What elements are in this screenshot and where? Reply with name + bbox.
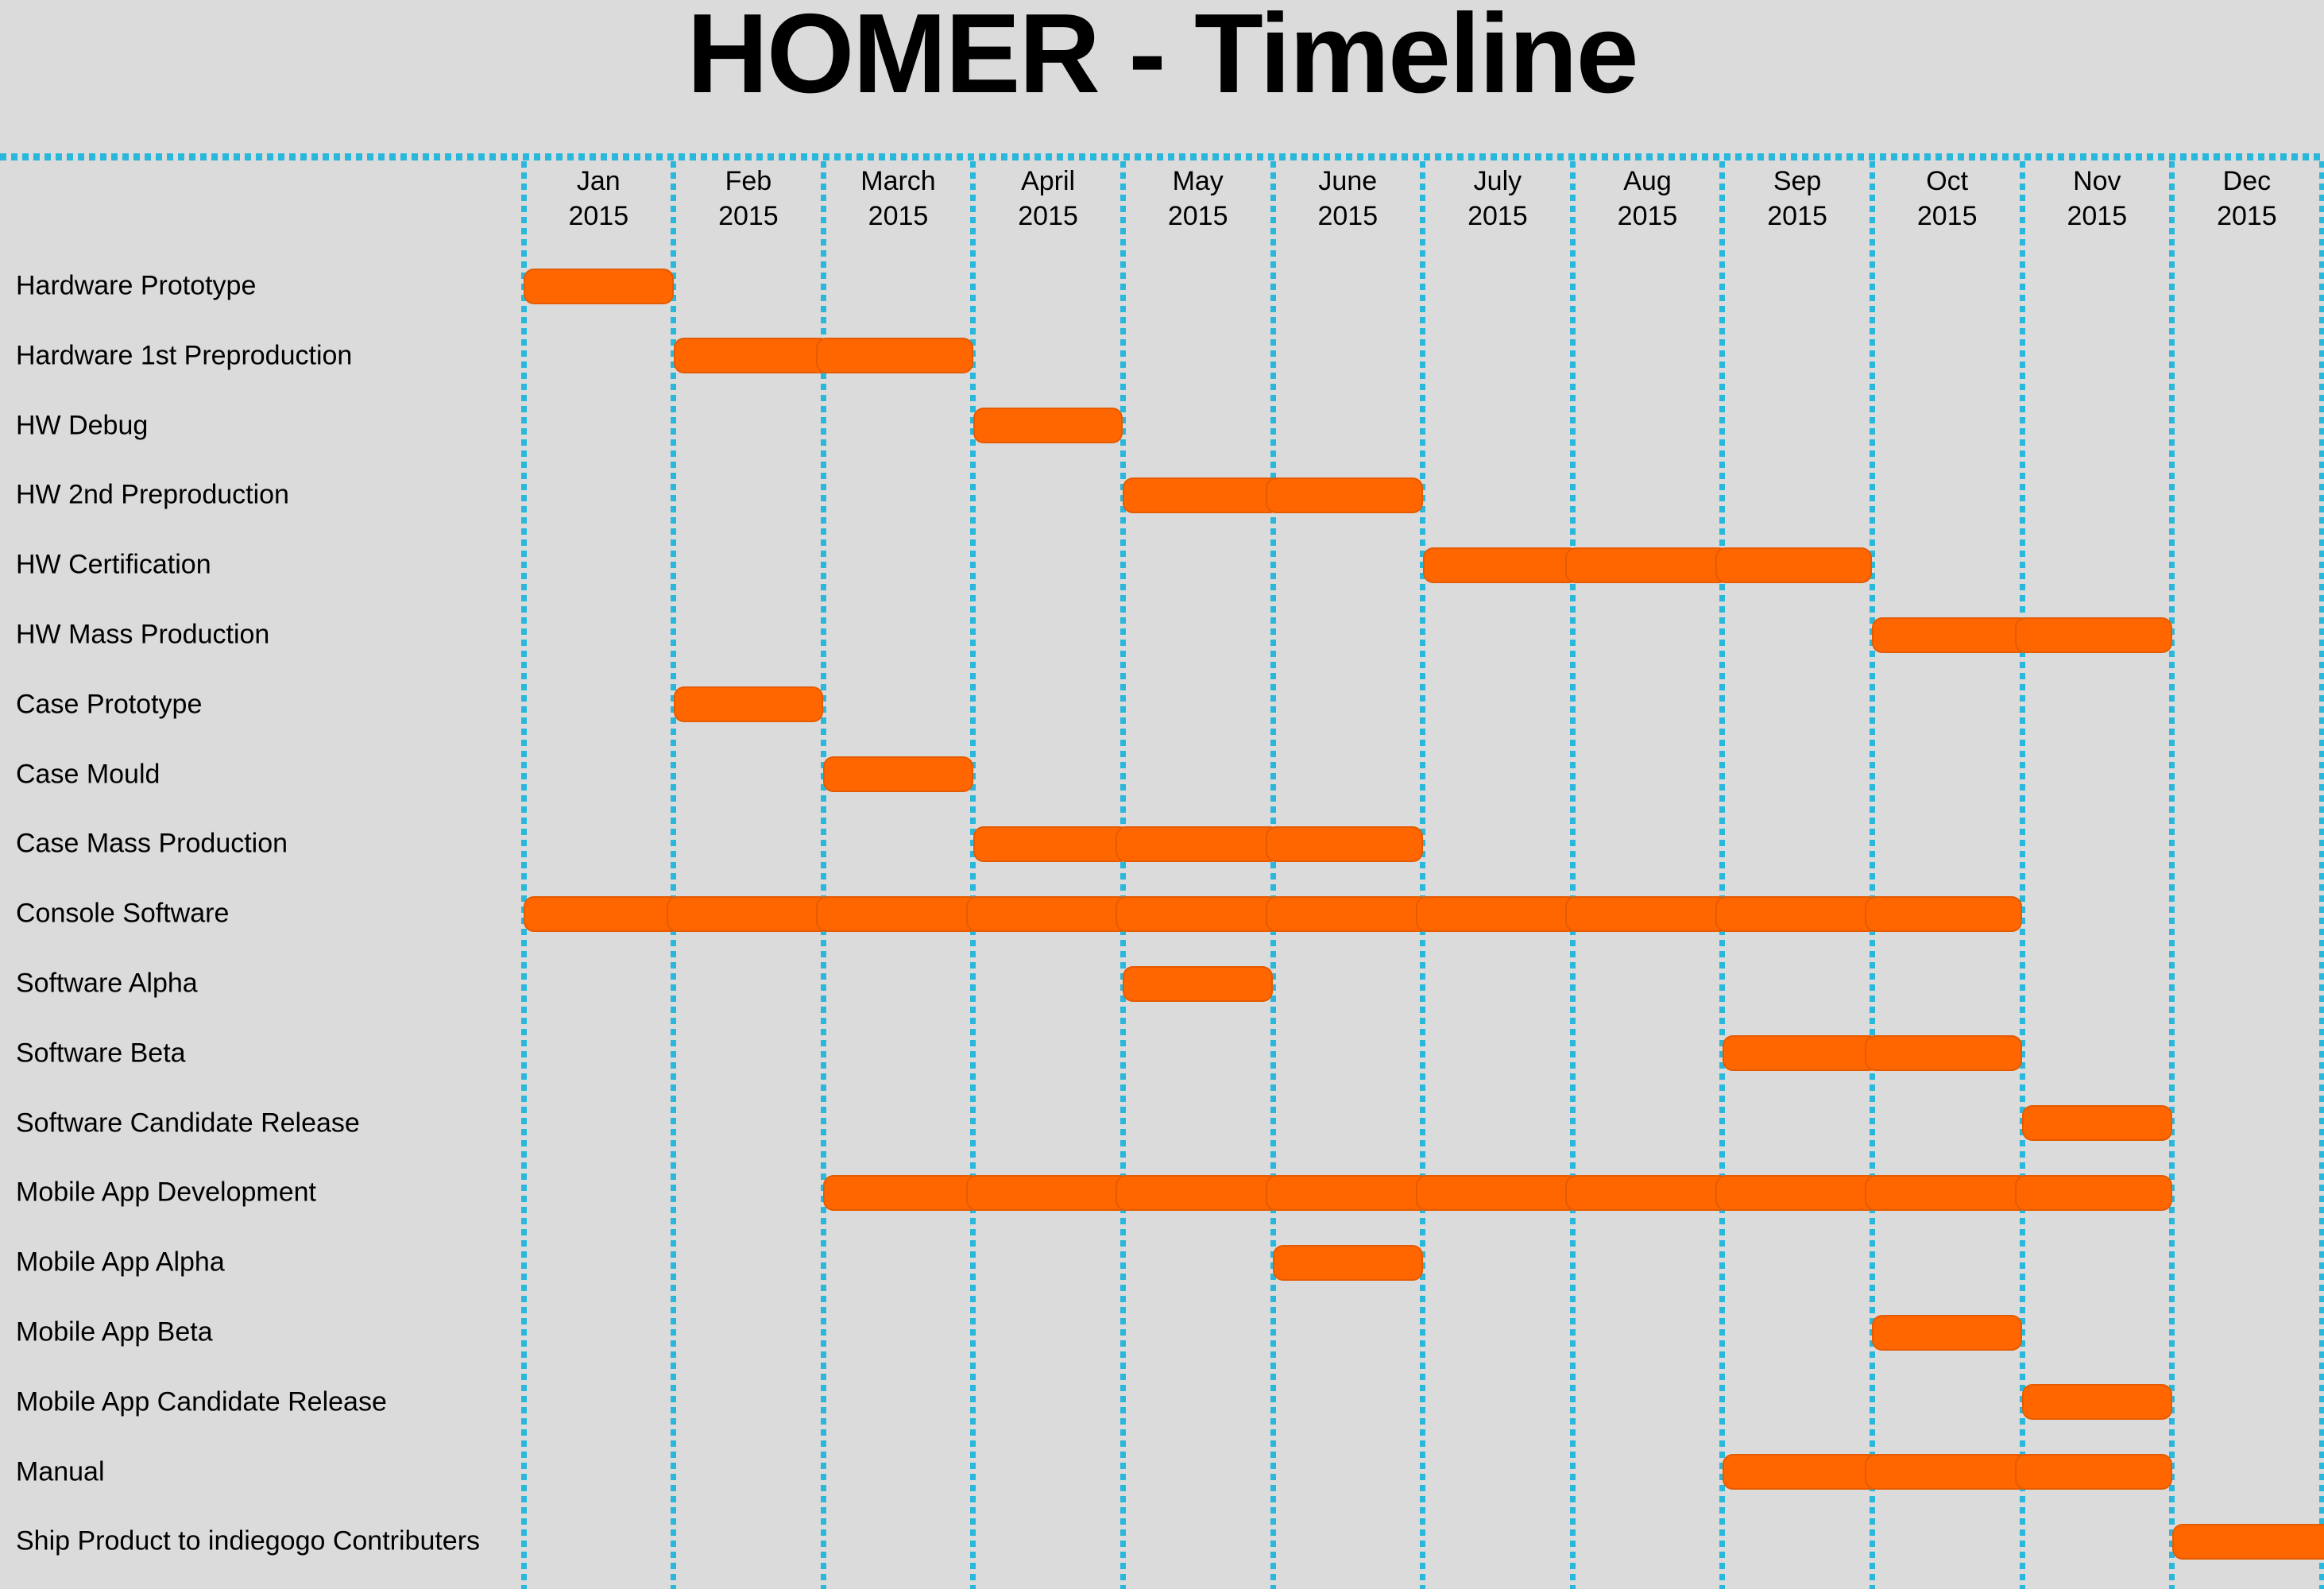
- month-gridline: [2319, 161, 2324, 1589]
- month-year: 2015: [1317, 201, 1379, 231]
- task-bar-segment: [1266, 477, 1423, 513]
- task-label: Manual: [16, 1456, 105, 1487]
- task-bar-segment: [973, 826, 1131, 862]
- task-bar-segment: [966, 896, 1131, 932]
- month-gridline: [671, 161, 676, 1589]
- task-label: Mobile App Development: [16, 1177, 317, 1208]
- task-label: Software Candidate Release: [16, 1108, 360, 1139]
- month-header: [1423, 164, 1573, 234]
- chart-title: HOMER - Timeline: [686, 0, 1638, 117]
- task-bar-segment: [1865, 1454, 2029, 1490]
- task-bar-segment: [1865, 1035, 2022, 1071]
- task-bar-segment: [1872, 617, 2029, 653]
- task-label: Hardware 1st Preproduction: [16, 340, 353, 371]
- task-bar-segment: [1116, 1175, 1280, 1211]
- month-name: Oct: [1926, 166, 1969, 196]
- task-label: Ship Product to indiegogo Contributers: [16, 1525, 481, 1556]
- task-bar-segment: [1273, 1245, 1423, 1281]
- task-label: Console Software: [16, 898, 230, 929]
- task-bar-segment: [1865, 896, 2022, 932]
- month-gridline: [1870, 161, 1875, 1589]
- task-bar-segment: [1266, 896, 1430, 932]
- task-label: Mobile App Alpha: [16, 1247, 225, 1278]
- task-bar-segment: [1266, 826, 1423, 862]
- month-year: 2015: [1467, 201, 1528, 231]
- task-bar-segment: [1565, 547, 1730, 583]
- task-bar-segment: [2015, 1175, 2172, 1211]
- chart-top-divider-line: [0, 153, 2324, 160]
- task-bar-segment: [524, 896, 681, 932]
- task-label: HW Mass Production: [16, 619, 270, 650]
- month-header: [973, 164, 1123, 234]
- task-bar-segment: [1865, 1175, 2029, 1211]
- task-bar-segment: [973, 408, 1123, 443]
- month-gridline: [821, 161, 826, 1589]
- task-bar-segment: [2172, 1524, 2324, 1560]
- month-gridline: [1270, 161, 1276, 1589]
- task-bar-segment: [1565, 896, 1730, 932]
- task-label: Case Mould: [16, 759, 160, 790]
- month-gridline: [1420, 161, 1425, 1589]
- month-year: 2015: [568, 201, 629, 231]
- task-bar-segment: [2015, 617, 2172, 653]
- month-header: [1872, 164, 2022, 234]
- month-gridline: [1120, 161, 1126, 1589]
- month-name: April: [1021, 166, 1076, 196]
- task-bar-segment: [1123, 477, 1280, 513]
- month-header: [2022, 164, 2172, 234]
- month-header: [2172, 164, 2322, 234]
- month-header: [1723, 164, 1873, 234]
- task-bar-segment: [816, 338, 973, 373]
- task-label: HW Debug: [16, 410, 149, 441]
- task-bar-segment: [1416, 1175, 1580, 1211]
- month-name: Dec: [2222, 166, 2272, 196]
- task-bar-segment: [1116, 896, 1280, 932]
- month-name: June: [1318, 166, 1378, 196]
- task-bar-segment: [816, 896, 980, 932]
- month-year: 2015: [1916, 201, 1978, 231]
- task-label: HW Certification: [16, 549, 211, 580]
- month-name: Jan: [576, 166, 621, 196]
- task-bar-segment: [2022, 1105, 2172, 1141]
- month-year: 2015: [868, 201, 929, 231]
- task-bar-segment: [1266, 1175, 1430, 1211]
- task-bar-segment: [1872, 1315, 2022, 1351]
- month-name: July: [1473, 166, 1522, 196]
- task-bar-segment: [1715, 1175, 1880, 1211]
- month-name: Sep: [1773, 166, 1822, 196]
- month-year: 2015: [2067, 201, 2128, 231]
- month-header: [1123, 164, 1273, 234]
- task-bar-segment: [1116, 826, 1280, 862]
- task-bar-segment: [1416, 896, 1580, 932]
- month-gridline: [1719, 161, 1725, 1589]
- month-header: [674, 164, 824, 234]
- month-name: Feb: [725, 166, 772, 196]
- month-gridline: [970, 161, 976, 1589]
- task-label: HW 2nd Preproduction: [16, 479, 289, 510]
- task-label: Software Alpha: [16, 968, 198, 999]
- task-bar-segment: [1715, 547, 1873, 583]
- month-name: Aug: [1623, 166, 1672, 196]
- task-bar-segment: [823, 756, 973, 792]
- month-gridline: [2020, 161, 2025, 1589]
- month-gridline: [521, 161, 527, 1589]
- task-bar-segment: [1423, 547, 1580, 583]
- task-bar-segment: [1723, 1035, 1880, 1071]
- task-bar-segment: [524, 269, 674, 304]
- task-label: Mobile App Candidate Release: [16, 1386, 387, 1417]
- month-year: 2015: [1167, 201, 1228, 231]
- task-bar-segment: [823, 1175, 980, 1211]
- month-year: 2015: [1617, 201, 1678, 231]
- month-header: [823, 164, 973, 234]
- month-gridline: [1570, 161, 1576, 1589]
- month-year: 2015: [718, 201, 779, 231]
- task-bar-segment: [674, 686, 824, 722]
- month-header: [1273, 164, 1423, 234]
- month-year: 2015: [1018, 201, 1078, 231]
- month-gridline: [2169, 161, 2175, 1589]
- month-year: 2015: [1767, 201, 1827, 231]
- task-bar-segment: [1715, 896, 1880, 932]
- task-bar-segment: [1565, 1175, 1730, 1211]
- task-bar-segment: [1123, 966, 1273, 1002]
- task-label: Software Beta: [16, 1038, 186, 1069]
- task-bar-segment: [674, 338, 831, 373]
- task-label: Case Mass Production: [16, 828, 288, 859]
- task-bar-segment: [667, 896, 831, 932]
- task-bar-segment: [966, 1175, 1131, 1211]
- task-label: Case Prototype: [16, 689, 203, 720]
- month-header: [524, 164, 674, 234]
- task-label: Mobile App Beta: [16, 1316, 213, 1347]
- month-name: March: [860, 166, 936, 196]
- task-label: Hardware Prototype: [16, 270, 257, 301]
- task-bar-segment: [2022, 1384, 2172, 1420]
- month-name: Nov: [2073, 166, 2121, 196]
- month-name: May: [1172, 166, 1224, 196]
- task-bar-segment: [1723, 1454, 1880, 1490]
- month-year: 2015: [2217, 201, 2277, 231]
- task-bar-segment: [2015, 1454, 2172, 1490]
- month-header: [1572, 164, 1723, 234]
